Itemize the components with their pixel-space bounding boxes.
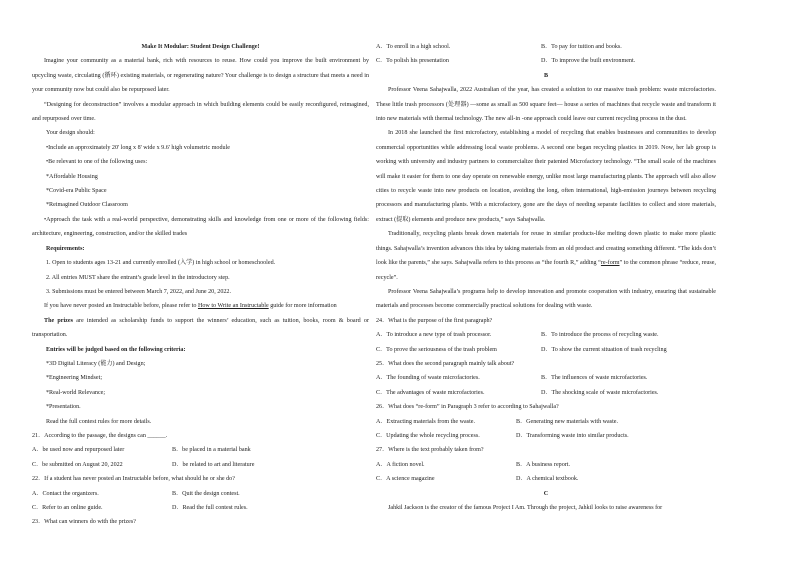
- paragraph-3-text-end: ” to the common phrase “reduce, reuse, recycle”.: [376, 260, 716, 281]
- passage-b-paragraph-4: Professor Veena Sahajwalla’s programs help to develop innovation and promote cooperation with industry, ensuring that sustainable materials and processes become commercially practical solutions for dealing with waste.: [376, 288, 716, 310]
- requirement-module: •Include an approximately 20' long x 8' wide x 9.6' high volumetric module: [46, 144, 230, 151]
- requirements-heading: Requirements:: [46, 245, 85, 252]
- question-25: 25．What does the second paragraph mainly talk about?: [376, 360, 515, 367]
- q24-options-row: [376, 328, 716, 342]
- q22-option-a: A．Contact the organizers.: [32, 490, 99, 497]
- q21-options-row: [32, 443, 369, 457]
- q23-options-row: [376, 40, 716, 54]
- passage-c-paragraph-1: Jahkil Jackson is the creator of the famous Project I Am. Through the project, Jahkil looks to raise awareness for: [388, 505, 663, 511]
- requirement-item: 3. Submissions must be entered between March 7, 2022, and June 20, 2022.: [46, 288, 231, 295]
- q26-option-c: C．Updating the whole recycling process.: [376, 432, 480, 439]
- question-24: 24．What is the purpose of the first paragraph?: [376, 317, 493, 324]
- q24-option-b: B．To introduce the process of recycling waste.: [541, 332, 659, 339]
- q22-options-row: [32, 501, 369, 515]
- criteria-item: *Presentation.: [46, 404, 81, 411]
- requirement-item: 1. Open to students ages 13-21 and currently enrolled (入学) in high school or homeschooled.: [46, 260, 276, 267]
- passage-b-paragraph-1: Professor Veena Sahajwalla, 2022 Australian of the year, has created a solution to our massive trash problem: waste microfactories. These little trash processors (处理器) —some as small as 500 square feet— house a series of machines that recycle waste and transform it into new materials with thermal technology. The new all-in -one approach could leave our current recycling process in the dust.: [376, 87, 716, 123]
- criteria-item: *Real-world Relevance;: [46, 389, 106, 396]
- question-26: 26．What does “re-form” in Paragraph 3 refer to according to Sahajwalla?: [376, 404, 559, 411]
- design-quote-paragraph: “Designing for deconstruction” involves a modular approach in which building elements could be easily reconfigured, reimagined, and repurposed over time.: [32, 101, 369, 123]
- prizes-text: are intended as scholarship funds to support the winners’ education, such as tuition, books, room & board or transportation.: [32, 317, 369, 339]
- requirement-uses: •Be relevant to one of the following uses:: [46, 159, 148, 166]
- q23-option-a: A．To enroll in a high school.: [376, 44, 451, 50]
- instructable-paragraph: [32, 299, 369, 313]
- right-column: [376, 40, 716, 515]
- q22-option-d: D．Read the full contest rules.: [172, 505, 248, 511]
- read-rules-note: Read the full contest rules for more details.: [46, 418, 152, 425]
- re-form-term: re-form: [600, 260, 620, 267]
- q25-option-a: A．The founding of waste microfactories.: [376, 375, 480, 382]
- q21-option-c: C．be submitted on August 20, 2022: [32, 461, 123, 468]
- q27-options-row: [376, 472, 716, 486]
- q23-option-c: C．To polish his presentation: [376, 58, 449, 65]
- paragraph-3-text: Traditionally, recycling plants break down materials for reuse in similar products-like melting down plastic to make more plastic things. Sahajwalla’s invention advances this idea by taking materials from an old product and creating something different. “The kids don’t look like the parents,” she says. Sahajwalla refers to this process as “the fourth R,” adding “: [376, 231, 716, 267]
- q25-option-d: D．The shocking scale of waste microfactories.: [541, 389, 659, 396]
- q24-option-c: C．To prove the seriousness of the trash problem: [376, 346, 497, 353]
- instructable-text-end: guide for more information: [268, 303, 337, 310]
- use-item: *Covid-era Public Space: [46, 188, 107, 195]
- left-column: [32, 40, 369, 530]
- intro-paragraph: Imagine your community as a material bank, rich with resources to reuse. How could you improve the built environment by upcycling waste, circulating (循环) existing materials, or regenerating nature? Your challenge is to design a structure that meets a need in your community now but could also be repurposed later.: [32, 58, 369, 94]
- q25-options-row: [376, 386, 716, 400]
- q27-option-a: A．A fiction novel.: [376, 461, 425, 468]
- q27-option-d: D．A chemical textbook.: [516, 476, 579, 483]
- q25-option-c: C．The advantages of waste microfactories.: [376, 389, 485, 396]
- q26-options-row: [376, 429, 716, 443]
- q22-options-row: [32, 487, 369, 501]
- criteria-item: *3D Digital Literacy (能力) and Design;: [46, 360, 146, 367]
- q21-option-d: D．be related to art and literature: [172, 461, 255, 468]
- q27-option-c: C．A science magazine: [376, 476, 435, 483]
- question-23: 23．What can winners do with the prizes?: [32, 519, 136, 526]
- prizes-label: The prizes: [44, 317, 73, 324]
- passage-b-paragraph-2: In 2018 she launched the first microfactory, establishing a model of recycling that enables businesses and communities to develop commercial opportunities while addressing local waste problems. A second one began recycling plastics in 2019. Now, her lab group is working with university and industry partners to commercialize their patented Microfactory technology. “The small scale of the machines will make it easier for them to one day operate on renewable energy, unlike most large manufacturing plants. The approach will also allow cities to recycle waste into new products on location, avoiding the long, often international, high-emission journeys between recycling processors and manufacturing plants. With a microfactory, gone are the days of needing separate facilities to collect and store materials, extract (提取) elements and produce new products,” says Sahajwalla.: [376, 130, 716, 223]
- q26-option-d: D．Transforming waste into similar products.: [516, 432, 629, 439]
- question-22: 22．If a student has never posted an Instructable before, what should he or she do?: [32, 476, 235, 483]
- q21-options-row: [32, 458, 369, 472]
- q23-option-d: D．To improve the built environment.: [541, 58, 636, 65]
- passage-a-title: Make It Modular: Student Design Challenge!: [141, 44, 260, 50]
- criteria-item: *Engineering Mindset;: [46, 375, 103, 382]
- q22-option-c: C．Refer to an online guide.: [32, 505, 103, 511]
- q26-option-a: A．Extracting materials from the waste.: [376, 418, 475, 425]
- instructable-guide-link[interactable]: How to Write an Instructable: [197, 303, 269, 310]
- question-27: 27．Where is the text probably taken from?: [376, 447, 484, 454]
- q22-option-b: B．Quit the design contest.: [172, 490, 240, 497]
- q25-options-row: [376, 371, 716, 385]
- q27-options-row: [376, 458, 716, 472]
- q23-options-row: [376, 54, 716, 68]
- q24-option-a: A．To introduce a new type of trash processor.: [376, 332, 492, 339]
- instructable-text: If you have never posted an Instructable before, please refer to: [44, 303, 198, 310]
- q21-option-b: B．be placed in a material bank: [172, 447, 251, 454]
- requirement-item: 2. All entries MUST share the entrant’s grade level in the introductory step.: [46, 274, 230, 281]
- use-item: *Reimagined Outdoor Classroom: [46, 202, 128, 209]
- q27-option-b: B．A business report.: [516, 461, 570, 468]
- prizes-paragraph: [32, 314, 369, 343]
- q21-option-a: A．be used now and repurposed later: [32, 447, 125, 454]
- q25-option-b: B．The influences of waste microfactories.: [541, 375, 648, 382]
- q26-option-b: B．Generating new materials with waste.: [516, 418, 619, 425]
- section-b-heading: B: [543, 72, 549, 79]
- section-c-heading: C: [543, 490, 549, 497]
- criteria-heading: Entries will be judged based on the following criteria:: [46, 346, 186, 353]
- design-should-label: Your design should:: [46, 130, 95, 137]
- q26-options-row: [376, 415, 716, 429]
- use-item: *Affordable Housing: [46, 173, 98, 180]
- q24-options-row: [376, 343, 716, 357]
- q24-option-d: D．To show the current situation of trash recycling: [541, 346, 667, 353]
- q23-option-b: B．To pay for tuition and books.: [541, 44, 622, 50]
- passage-b-paragraph-3: [376, 227, 716, 285]
- approach-paragraph: •Approach the task with a real-world perspective, demonstrating skills and knowledge from one or more of the following fields: architecture, engineering, construction, and/or the skilled trades: [32, 216, 369, 238]
- question-21: 21．According to the passage, the designs can ______.: [32, 432, 168, 439]
